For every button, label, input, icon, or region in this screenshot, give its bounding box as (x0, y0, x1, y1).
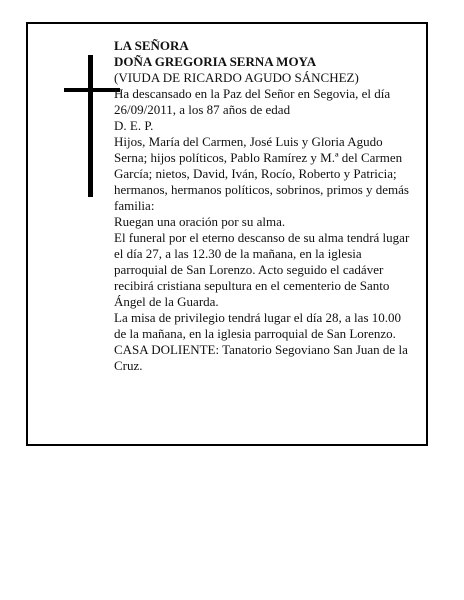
mass-info: La misa de privilegio tendrá lugar el día 28, a las 10.00 de la mañana, en la iglesia parroquial de San Lorenzo. (114, 310, 401, 341)
cross-horizontal-bar (64, 88, 120, 92)
cross-vertical-bar (88, 55, 93, 197)
family-list: Hijos, María del Carmen, José Luis y Gloria Agudo Serna; hijos políticos, Pablo Ramírez y M.ª del Carmen García; nietos, David, Iván, Rocío, Roberto y Patricia; hermanos, hermanos políticos, sobrinos, primos y demás familia: (114, 134, 409, 213)
prayer-line: Ruegan una oración por su alma. (114, 214, 286, 229)
funeral-info: El funeral por el eterno descanso de su alma tendrá lugar el día 27, a las 12.30 de la mañana, en la iglesia parroquial de San Lorenzo. Acto seguido el cadáver recibirá cristiana sepultura en el cementerio de Santo Ángel de la Guarda. (114, 230, 410, 309)
notice-text (114, 38, 414, 374)
funeral-home: CASA DOLIENTE: Tanatorio Segoviano San Juan de la Cruz. (114, 342, 408, 373)
title-line-2: DOÑA GREGORIA SERNA MOYA (114, 54, 317, 69)
obituary-notice (26, 22, 428, 446)
widow-line: (VIUDA DE RICARDO AGUDO SÁNCHEZ) (114, 70, 359, 85)
dep-line: D. E. P. (114, 118, 154, 133)
title-line-1: LA SEÑORA (114, 38, 189, 53)
death-info: Ha descansado en la Paz del Señor en Segovia, el día 26/09/2011, a los 87 años de edad (114, 86, 391, 117)
cross-icon (64, 55, 120, 197)
